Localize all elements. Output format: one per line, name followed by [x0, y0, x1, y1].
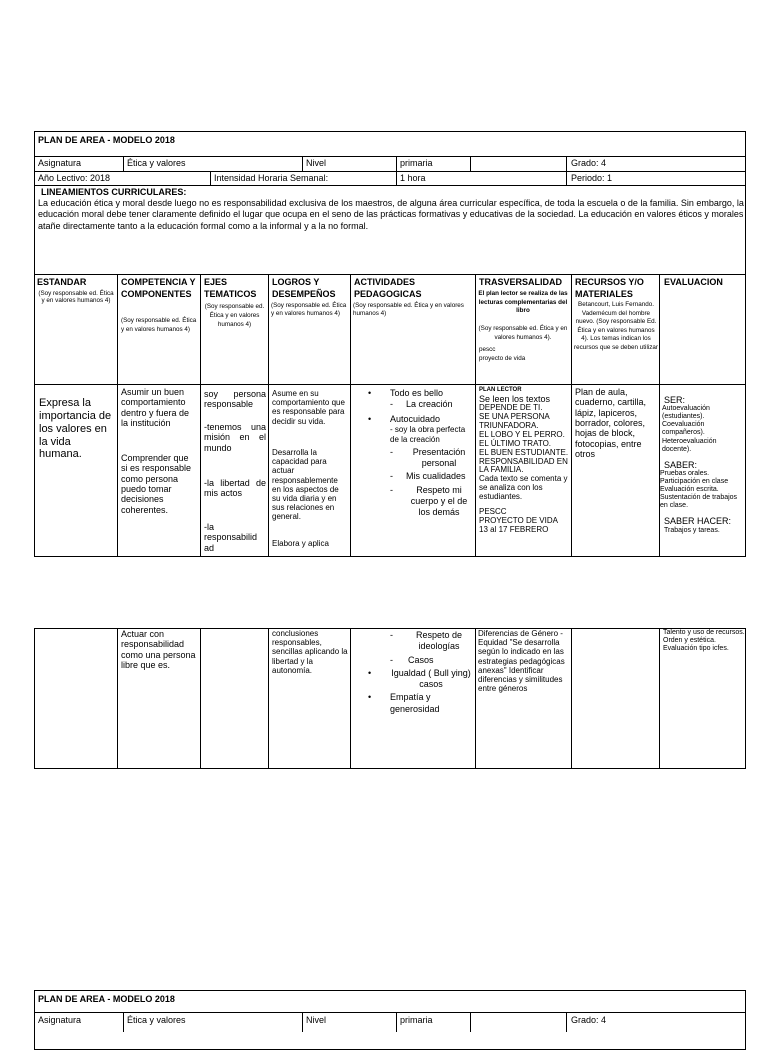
tras-line: SE UNA PERSONA TRIUNFADORA.	[479, 411, 550, 430]
row2-logros: conclusiones responsables, sencillas aplicando la libertad y la autonomía.	[272, 629, 348, 675]
asignatura-label: Asignatura	[38, 158, 82, 168]
tras-line: PROYECTO DE VIDA	[479, 516, 558, 526]
nivel-value: primaria	[400, 158, 433, 168]
act-item: • Igualdad ( Bull ying) casos	[368, 667, 471, 689]
col-trasversalidad-proyecto: proyecto de vida	[479, 355, 526, 362]
intensidad-value: 1 hora	[400, 173, 426, 183]
row1-logros-2: Desarrolla la capacidad para actuar responsablemente en los aspectos de su vida diaria y en sus relaciones en general.	[272, 448, 339, 522]
act-item: • Autocuidado	[368, 413, 441, 424]
col-trasversalidad-pescc: pescc	[479, 346, 496, 353]
row2-trasversalidad: Diferencias de Género - Equidad "Se desarrolla según lo indicado en las estrategias pedagógicas anexas" Identificar diferencias y similitudes entre géneros	[478, 629, 565, 694]
next-page-title: PLAN DE AREA - MODELO 2018	[38, 994, 175, 1004]
col-logros: LOGROS Y DESEMPEÑOS	[272, 277, 336, 299]
page-title: PLAN DE AREA - MODELO 2018	[38, 135, 175, 145]
row1-logros-3: Elabora y aplica	[272, 539, 329, 548]
lineamientos-body: La educación ética y moral desde luego no es responsabilidad exclusiva de los maestros, de alguna área curricular específica, de toda la escuela o de la familia. Sin embargo, la educación moral debe tener claramente definido el lugar que ocupa en el seno de las prácticas formativas y educativas de la sociedad. La educación en valores éticos y morales atañe directamente tanto a la educación formal como a la informal y a la no formal.	[38, 198, 744, 231]
act-text: Autocuidado	[390, 413, 441, 424]
col-competencia-note: (Soy responsable ed. Ética y en valores humanos 4)	[121, 317, 197, 334]
tras-line: EL LOBO Y EL PERRO.	[479, 429, 565, 439]
act-text: Respeto de ideologías	[415, 630, 463, 652]
act-item: - Respeto mi cuerpo y el de los demás	[354, 485, 472, 519]
col-logros-note: (Soy responsable ed. Ética y en valores humanos 4)	[271, 302, 347, 318]
act-item: - Respeto de ideologías	[354, 630, 472, 653]
col-estandar-note: (Soy responsable ed. Ética y en valores humanos 4)	[38, 290, 114, 305]
row1-recursos: Plan de aula, cuaderno, cartilla, lápiz, lapiceros, borrador, colores, hojas de block, fotocopias, entre otros	[575, 387, 647, 460]
act-text: La creación	[406, 399, 453, 410]
col-estandar: ESTANDAR	[37, 277, 87, 287]
act-item: • Empatía y generosidad	[368, 692, 440, 714]
col-actividades-note: (Soy responsable ed. Ética y en valores humanos 4)	[353, 302, 464, 318]
col-trasversalidad-note-bold: El plan lector se realiza de las lecturas complementarias del libro	[478, 290, 568, 314]
tras-line: EL BUEN ESTUDIANTE.	[479, 447, 569, 457]
row2-competencia: Actuar con responsabilidad como una persona libre que es.	[121, 629, 196, 671]
act-item: - Presentación personal	[354, 447, 472, 470]
act-item: • Todo es bello	[368, 388, 444, 398]
col-competencia: COMPETENCIA Y COMPONENTES	[121, 277, 196, 299]
tras-head: PLAN LECTOR	[479, 387, 522, 393]
tras-line: DEPENDE DE TI.	[479, 402, 543, 412]
nivel-label: Nivel	[306, 158, 327, 168]
col-trasversalidad-note: (Soy responsable ed. Ética y en valores humanos 4).	[478, 325, 568, 341]
row1-trasversalidad	[479, 387, 569, 535]
col-ejes-note: (Soy responsable ed. Ética y en valores humanos 4)	[204, 303, 265, 329]
act-item: - Mis cualidades	[390, 471, 466, 482]
row1-ejes-2: -tenemos una misión en el mundo	[204, 422, 266, 453]
next-nivel-value: primaria	[400, 1015, 433, 1025]
row1-logros-1: Asume en su comportamiento que es responsable para decidir su vida.	[272, 389, 345, 426]
col-ejes: EJES TEMATICOS	[204, 277, 257, 299]
col-recursos: RECURSOS Y/O MATERIALES	[575, 277, 644, 299]
eval-ser: SER:	[664, 395, 686, 405]
act-text: Todo es bello	[390, 388, 444, 398]
act-text: - soy la obra perfecta de la creación	[390, 424, 466, 444]
anio-lectivo: Año Lectivo: 2018	[38, 173, 111, 183]
col-evaluacion: EVALUACION	[664, 277, 723, 287]
next-grado: Grado: 4	[571, 1015, 607, 1025]
act-item: - Casos	[390, 654, 434, 665]
eval-saber: SABER:	[664, 459, 698, 470]
eval-hacer: SABER HACER:	[664, 516, 732, 527]
row1-estandar: Expresa la importancia de los valores en la vida humana.	[39, 397, 112, 461]
row1-ejes-1: soy persona responsable	[204, 389, 266, 410]
act-item	[354, 425, 472, 445]
asignatura-value: Ética y valores	[127, 158, 186, 168]
eval-saber-items: Pruebas orales. Participación en clase Evaluación escrita. Sustentación de trabajos en clase.	[660, 469, 738, 510]
row2-actividades	[354, 630, 472, 715]
row1-ejes-3: -la libertad de mis actos	[204, 478, 266, 499]
eval-hacer-items: Trabajos y tareas.	[664, 526, 720, 534]
lineamientos-heading: LINEAMIENTOS CURRICULARES:	[41, 187, 187, 197]
row1-competencia-1: Asumir un buen comportamiento dentro y fuera de la institución	[121, 387, 190, 429]
tras-line: Se leen los textos	[479, 393, 551, 404]
act-text: Empatía y generosidad	[390, 692, 440, 714]
col-recursos-note: Betancourt, Luis Fernando. Vademécum del hombre nuevo. (Soy responsable Ed. Ética y en valores humanos 4). Los temas indican los recursos que se deben utilizar	[574, 301, 659, 351]
act-item: - La creación	[390, 399, 453, 410]
next-asignatura-label: Asignatura	[38, 1015, 82, 1025]
row1-evaluacion	[660, 395, 746, 535]
row1-actividades	[354, 388, 472, 518]
row1-ejes-4: -la responsabilid ad	[204, 522, 258, 553]
tras-line: 13 al 17 FEBRERO	[479, 525, 549, 535]
eval-ser-items: Autoevaluación (estudiantes). Coevaluación compañeros). Heteroevaluación docente).	[662, 405, 717, 453]
intensidad-label: Intensidad Horaria Semanal:	[214, 173, 329, 183]
tras-line: RESPONSABILIDAD EN LA FAMILIA.	[479, 456, 568, 475]
periodo: Periodo: 1	[571, 173, 613, 183]
act-text: Igualdad ( Bull ying) casos	[391, 667, 471, 689]
row1-competencia-2: Comprender que si es responsable como persona puedo tomar decisiones coherentes.	[121, 453, 192, 515]
col-actividades: ACTIVIDADES PEDAGOGICAS	[354, 277, 422, 299]
next-asignatura-value: Ética y valores	[127, 1015, 186, 1025]
tras-line: PESCC	[479, 507, 507, 517]
tras-line: Cada texto se comenta y se analiza con los estudiantes.	[479, 474, 568, 502]
next-nivel-label: Nivel	[306, 1015, 327, 1025]
grado: Grado: 4	[571, 158, 607, 168]
tras-line: EL ÚLTIMO TRATO.	[479, 438, 552, 448]
row2-evaluacion: Talento y uso de recursos. Orden y estética. Evaluación tipo icfes.	[663, 629, 745, 653]
act-text: Respeto mi cuerpo y el de los demás	[410, 484, 468, 517]
act-text: Casos	[408, 654, 434, 665]
act-text: Presentación personal	[412, 446, 466, 468]
act-text: Mis cualidades	[406, 471, 466, 482]
col-trasversalidad: TRASVERSALIDAD	[479, 277, 563, 287]
